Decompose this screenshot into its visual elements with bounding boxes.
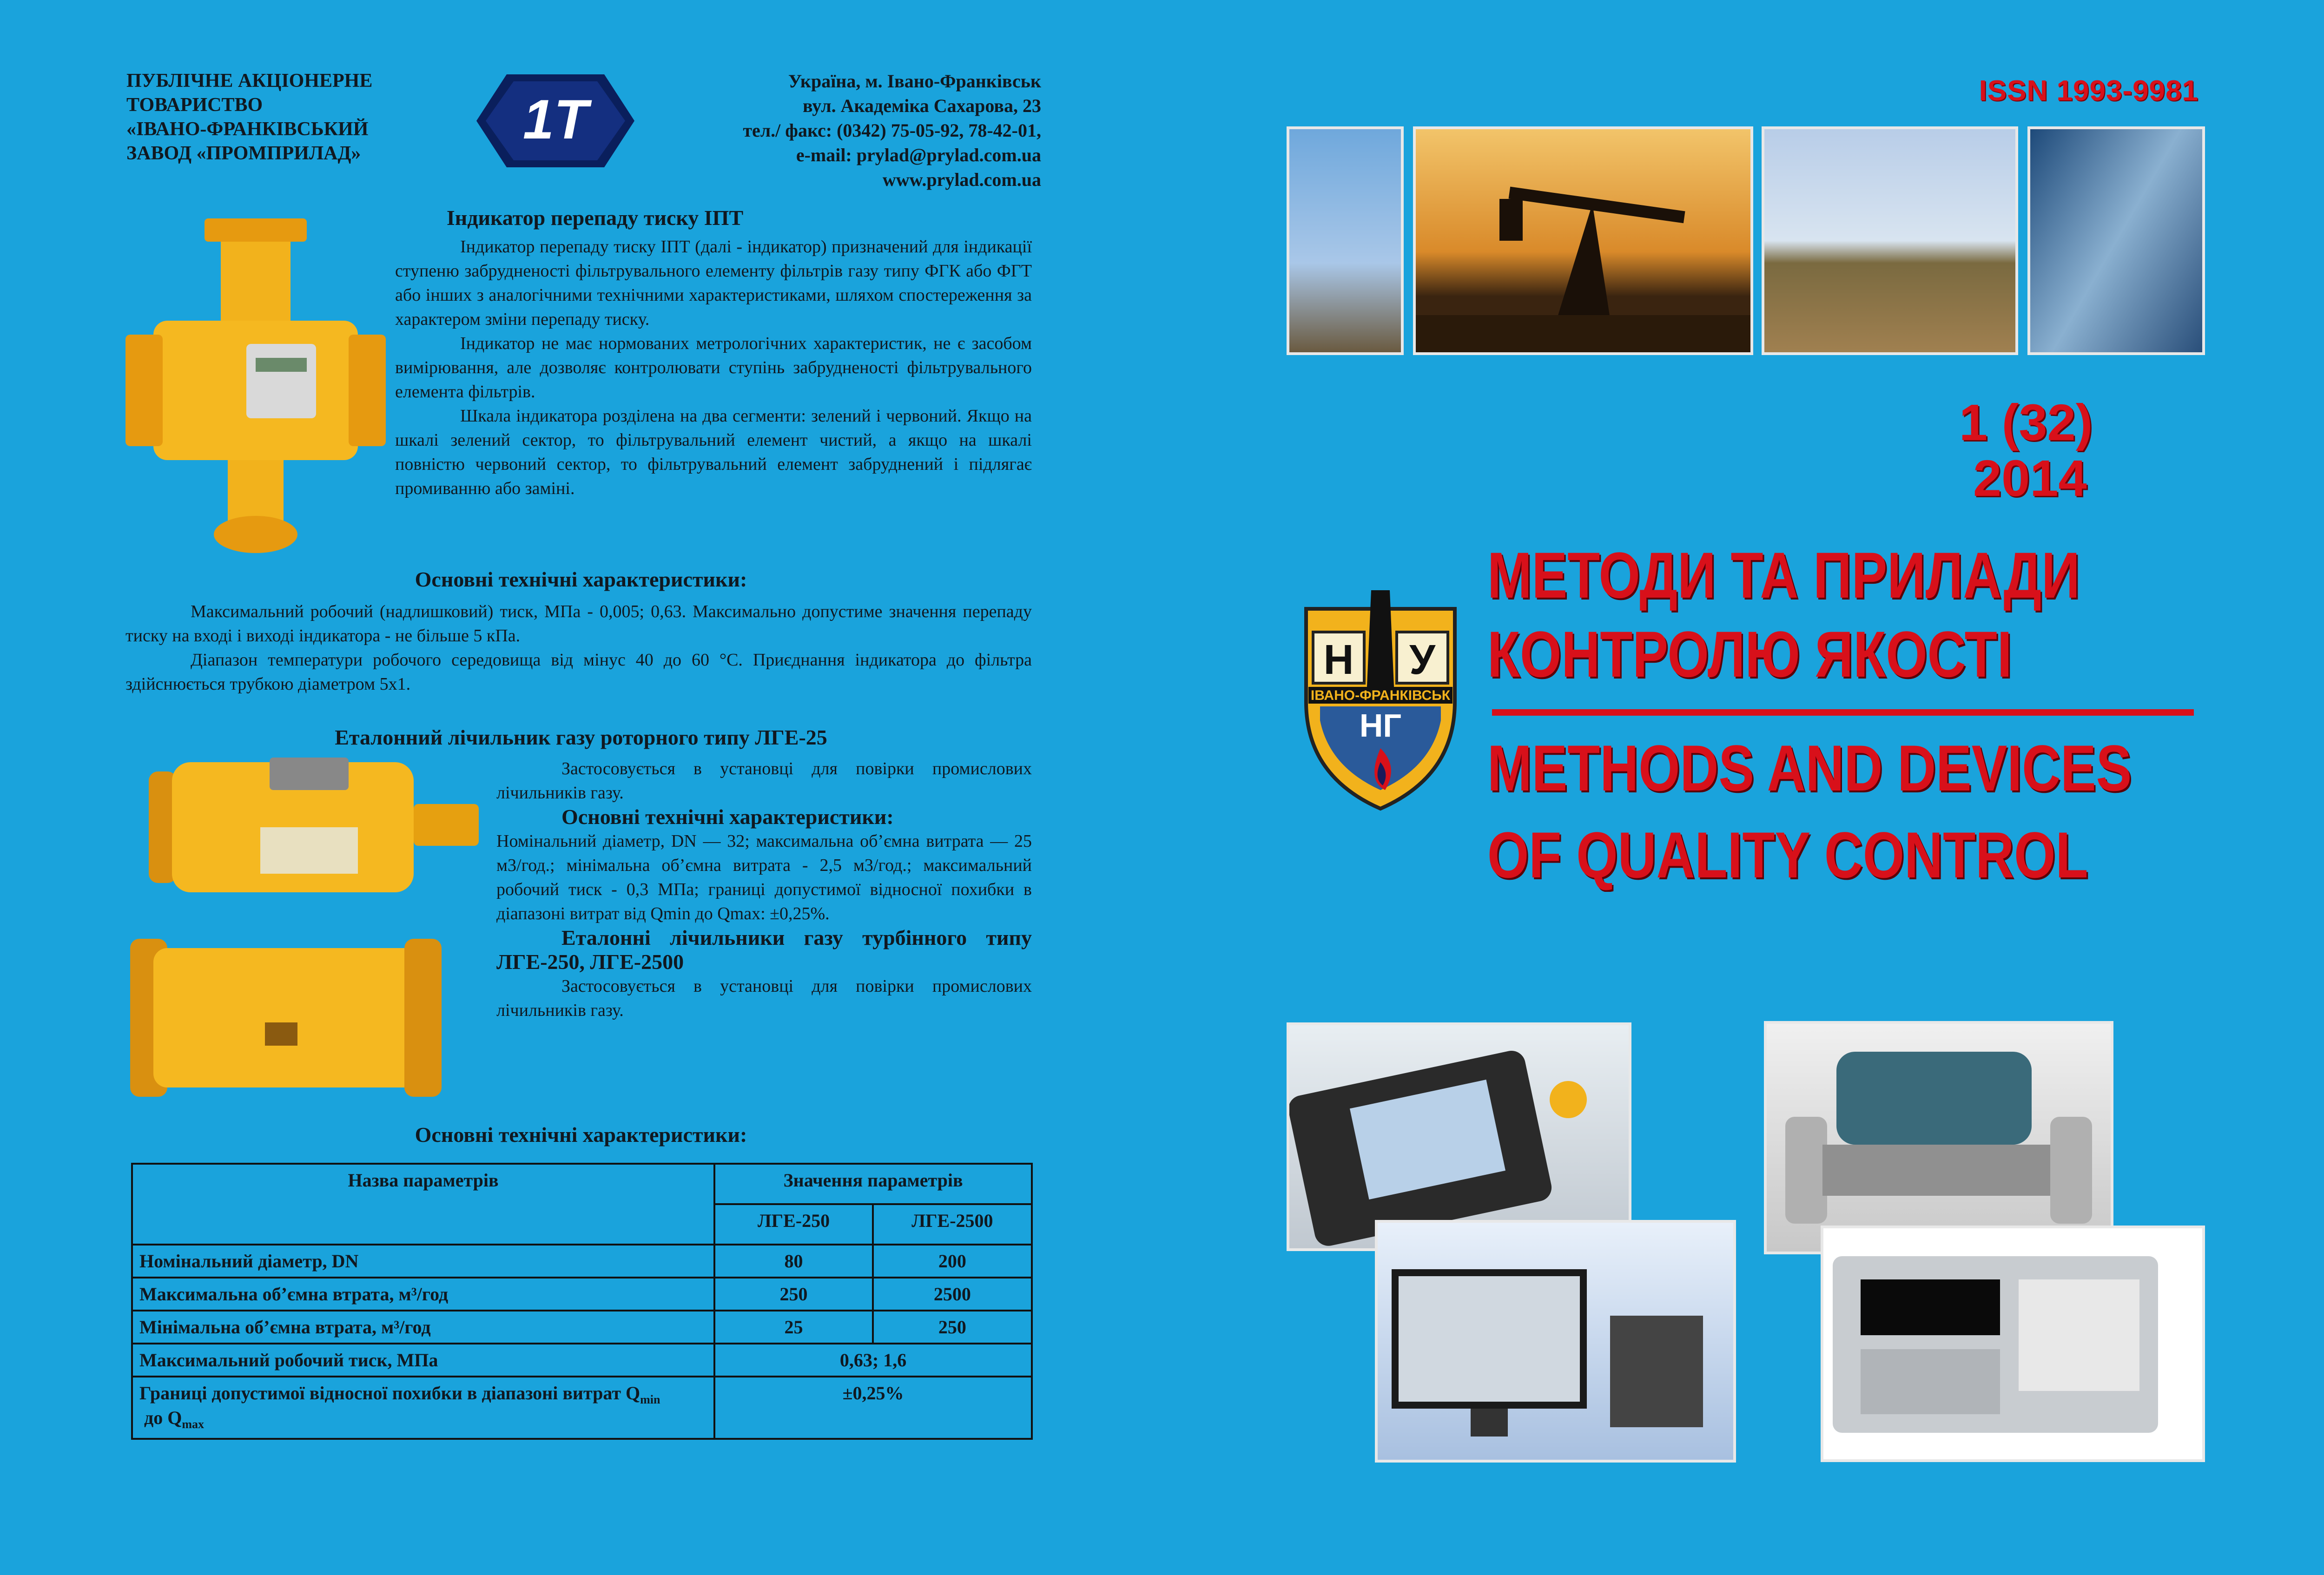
emblem-abbr: НГ [1359, 707, 1402, 744]
title-ua-line-2: КОНТРОЛЮ ЯКОСТІ [1487, 618, 2012, 691]
lge25-title: Еталонний лічильник газу роторного типу ЛГЕ-25 [335, 725, 827, 749]
drilling-rig-photo [1287, 126, 1404, 355]
header-name: Назва параметрів [132, 1164, 714, 1245]
table-row: Границі допустимої відносної похибки в діапазоні витрат $Q_{min}$ до $Q_{max}$ ±0,25% [132, 1377, 1032, 1439]
company-logo-text: 1Т [522, 88, 588, 151]
table-row: Максимальний робочий тиск, МПа 0,63; 1,6 [132, 1344, 1032, 1377]
title-en-line-1: METHODS AND DEVICES [1487, 731, 2132, 804]
lab-station-photo [1375, 1220, 1736, 1463]
pressure-indicator-photo [125, 218, 386, 562]
refinery-photo [2027, 126, 2205, 355]
header-values: Значення параметрів [714, 1164, 1032, 1204]
lge25-paragraph: Застосовується в установці для повірки промислових лічильників газу. [496, 759, 1032, 803]
emblem-city: ІВАНО-ФРАНКІВСЬК [1310, 688, 1451, 703]
ipt-spec-2: Діапазон температури робочого середовища від мінус 40 до 60 °С. Приєднання індикатора до фільтра здійснюється трубкою діаметром 5х1. [125, 650, 1032, 694]
issue-number: 1 (32) [1959, 394, 2093, 451]
emblem-letter-left: Н [1323, 637, 1354, 683]
flaw-detector-photo [1287, 1022, 1631, 1251]
flaw-detector-device [1289, 1025, 1629, 1248]
flow-meter-photo [1764, 1021, 2113, 1254]
header-lge250: ЛГЕ-250 [714, 1204, 873, 1245]
lge25-specs: Номінальний діаметр, DN — 32; максимальна об’ємна витрата — 25 м3/год.; мінімальна об’ємна витрата - 2,5 м3/год.; максимальний робочий тиск - 0,3 МПа; границі допустимої відносної похибки в діапазоні витрат від Qmin до Qmax: ±0,25%. [496, 831, 1032, 923]
table-row: Максимальна об’ємна втрата, м³/год 250 2500 [132, 1278, 1032, 1311]
rotary-meter-photo [125, 753, 488, 902]
pumpjack-silhouette [1416, 129, 1750, 352]
ipt-paragraph-1: Індикатор перепаду тиску ІПТ (далі - індикатор) призначений для індикації ступеню забрудненості фільтрувального елементу фільтрів газу типу ФГК або ФГТ або інших з аналогічними технічними характеристиками, шляхом спостереження за характером зміни перепаду тиску. [395, 237, 1032, 329]
table-row: Номінальний діаметр, DN 80 200 [132, 1245, 1032, 1278]
ipt-specs-title: Основні технічні характеристики: [415, 567, 747, 591]
company-name: ПУБЛІЧНЕ АКЦІОНЕРНЕ ТОВАРИСТВО «ІВАНО-ФРАНКІВСЬКИЙ ЗАВОД «ПРОМПРИЛАД» [126, 70, 373, 164]
issn-label: ISSN 1993-9981 [1979, 75, 2199, 107]
ipt-title: Індикатор перепаду тиску ІПТ [446, 206, 744, 230]
issue-year: 2014 [1973, 450, 2087, 507]
company-address: Україна, м. Івано-Франківськ вул. Академіка Сахарова, 23 тел./ факс: (0342) 75-05-92, 78-42-01, e-mail: prylad@prylad.com.ua www.prylad.com.ua [743, 71, 1041, 190]
company-logo [474, 70, 637, 172]
title-ua-line-1: МЕТОДИ ТА ПРИЛАДИ [1487, 539, 2080, 612]
ipt-paragraph-3: Шкала індикатора розділена на два сегменти: зелений і червоний. Якщо на шкалі зелений сектор, то фільтрувальний елемент чистий, а якщо на шкалі повністю червоний сектор, то фільтрувальний елемент забруднений і підлягає промиванню або заміні. [395, 406, 1032, 498]
title-divider [1492, 709, 2194, 716]
lge250-paragraph: Застосовується в установці для повірки промислових лічильників газу. [496, 976, 1032, 1020]
pipeline-photo [1762, 126, 2018, 355]
emblem-letter-right: У [1409, 637, 1435, 683]
header-lge2500: ЛГЕ-2500 [873, 1204, 1032, 1245]
frequency-counter-photo [1821, 1226, 2205, 1462]
ipt-paragraph-2: Індикатор не має нормованих метрологічних характеристик, не є засобом вимірювання, але дозволяє контролювати ступінь забрудненості фільтрувального елемента фільтрів. [395, 334, 1032, 402]
university-emblem [1287, 581, 1473, 813]
table-row: Мінімальна об’ємна втрата, м³/год 25 250 [132, 1311, 1032, 1344]
lab-station-equipment [1378, 1223, 1733, 1460]
flow-meter-device [1767, 1024, 2111, 1252]
lge250-title: Еталонні лічильники газу турбінного типу ЛГЕ-250, ЛГЕ-2500 [496, 926, 1032, 974]
turbine-meter-photo [125, 929, 451, 1106]
pumpjack-photo [1413, 126, 1753, 355]
frequency-counter-device [1823, 1228, 2202, 1459]
title-en-line-2: OF QUALITY CONTROL [1487, 818, 2088, 891]
table-title: Основні технічні характеристики: [415, 1123, 747, 1147]
lge25-specs-title: Основні технічні характеристики: [561, 805, 894, 829]
ipt-spec-1: Максимальний робочий (надлишковий) тиск, МПа - 0,005; 0,63. Максимально допустиме значення перепаду тиску на вході і виході індикатора - не більше 5 кПа. [125, 602, 1032, 646]
spec-table [131, 1163, 1033, 1440]
